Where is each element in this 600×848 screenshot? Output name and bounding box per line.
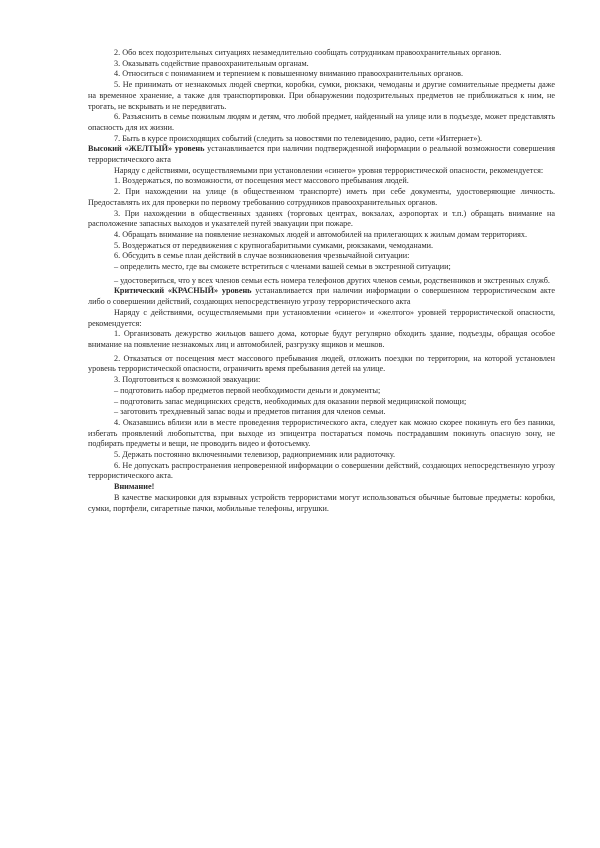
paragraph-5: 5. Не принимать от незнакомых людей свертки, коробки, сумки, рюкзаки, чемоданы и другие сомнительные предметы даже на временное хранение, а также для транспортировки. При обнаружении подозрительных предметов не приближаться к ним, не трогать, не вскрывать и не передвигать. (88, 80, 555, 111)
yellow-item: 3. При нахождении в общественных зданиях (торговых центрах, вокзалах, аэропортах и т.п.) обращать внимание на расположение запасных выходов и указателей путей эвакуации при пожаре. (88, 208, 555, 229)
paragraph-4: 4. Относиться с пониманием и терпением к повышенному вниманию правоохранительных органов. (114, 69, 464, 79)
yellow-level-intro: Наряду с действиями, осуществляемыми при установлении «синего» уровня террористической опасности, рекомендуется: (114, 165, 544, 175)
red-item: 5. Держать постоянно включенными телевизор, радиоприемник или радиоточку. (114, 450, 396, 460)
red-level-heading-rest: устанавливается при наличии информации о совершенном террористическом акте либо о совершении действий, создающих непосредственную угрозу террористического акта (88, 286, 556, 307)
yellow-item: – определить место, где вы сможете встретиться с членами вашей семьи в экстренной ситуации; (114, 262, 451, 272)
yellow-item: 4. Обращать внимание на появление незнакомых людей и автомобилей на прилегающих к жилым домам территориях. (114, 229, 528, 239)
red-item: 3. Подготовиться к возможной эвакуации: (114, 375, 261, 385)
yellow-item: 2. При нахождении на улице (в общественном транспорте) иметь при себе документы, удостоверяющие личность. Предоставлять их для проверки по первому требованию сотрудников правоохранительных органов. (88, 187, 555, 207)
red-item: – подготовить запас медицинских средств, необходимых для оказании первой медицинской помощи; (114, 396, 467, 406)
yellow-item: 1. Воздержаться, по возможности, от посещения мест массового пребывания людей. (114, 176, 409, 186)
red-item: – заготовить трехдневный запас воды и предметов питания для членов семьи. (114, 407, 386, 417)
yellow-item: – удостовериться, что у всех членов семьи есть номера телефонов других членов семьи, родственников и экстренных служб. (114, 275, 550, 285)
yellow-item: 5. Воздержаться от передвижения с крупногабаритными сумками, рюкзаками, чемоданами. (114, 240, 434, 250)
red-item: 1. Организовать дежурство жильцов вашего дома, которые будут регулярно обходить здание, подъезды, обращая особое внимание на появление незнакомых лиц и автомобилей, разгрузку ящиков и мешков. (88, 329, 555, 349)
paragraph-2: 2. Обо всех подозрительных ситуациях незамедлительно сообщать сотрудникам правоохранительных органов. (114, 48, 502, 57)
red-item: 2. Отказаться от посещения мест массового пребывания людей, отложить поездки по территории, на которой установлен уровень террористической опасности, ограничить время пребывания детей на улице. (88, 353, 555, 374)
red-level-heading: Критический «КРАСНЫЙ» уровень (114, 286, 252, 296)
yellow-level-heading-rest: устанавливается при наличии подтвержденной информации о реальной возможности совершения террористического акта (88, 144, 555, 165)
red-item: 6. Не допускать распространения непроверенной информации о совершении действий, создающих непосредственную угрозу террористического акта. (88, 460, 555, 481)
red-level-intro: Наряду с действиями, осуществляемыми при установлении «синего» и «желтого» уровней террористической опасности, рекомендуется: (88, 307, 555, 328)
paragraph-7: 7. Быть в курсе происходящих событий (следить за новостями по телевидению, радио, сети «Интернет»). (114, 133, 483, 143)
yellow-item: 6. Обсудить в семье план действий в случае возникновения чрезвычайной ситуации: (114, 251, 410, 261)
attention-text: В качестве маскировки для взрывных устройств террористами могут использоваться обычные бытовые предметы: коробки, сумки, портфели, сигаретные пачки, мобильные телефоны, игрушки. (88, 492, 555, 513)
red-item: 4. Оказавшись вблизи или в месте проведения террористического акта, следует как можно скорее покинуть его без паники, избегать проявлений любопытства, при выходе из эпицентра постараться помочь пострадавшим покинуть опасную зону, не подбирать предметы и вещи, не проводить видео и фотосъемку. (88, 417, 555, 449)
yellow-level-definition (88, 144, 555, 165)
attention-heading: Внимание! (114, 482, 155, 492)
red-level-definition (88, 286, 555, 307)
yellow-level-heading: Высокий «ЖЕЛТЫЙ» уровень (88, 144, 205, 154)
paragraph-3: 3. Оказывать содействие правоохранительным органам. (114, 58, 309, 68)
paragraph-6: 6. Разъяснить в семье пожилым людям и детям, что любой предмет, найденный на улице или в подъезде, может представлять опасность для их жизни. (88, 112, 555, 132)
red-item: – подготовить набор предметов первой необходимости деньги и документы; (114, 385, 381, 395)
